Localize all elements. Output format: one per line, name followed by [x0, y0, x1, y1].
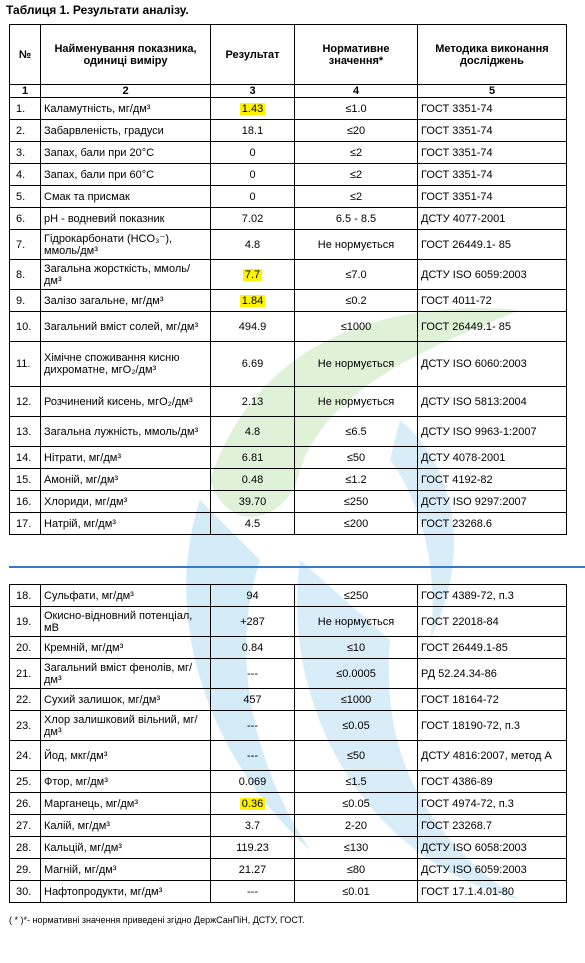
table-row: [10, 659, 567, 689]
row-norm: ≤7.0: [295, 260, 418, 290]
row-norm: ≤1.0: [295, 98, 418, 120]
row-indicator-name: Кальцій, мг/дм³: [41, 837, 211, 859]
row-norm: ≤50: [295, 741, 418, 771]
row-number: 22.: [10, 689, 41, 711]
row-indicator-name: Фтор, мг/дм³: [41, 771, 211, 793]
row-norm: ≤0.0005: [295, 659, 418, 689]
row-norm: ≤1.5: [295, 771, 418, 793]
row-result: 4.5: [211, 513, 295, 535]
row-method: ГОСТ 3351-74: [418, 164, 567, 186]
row-norm: ≤0.01: [295, 881, 418, 903]
col-number-5: 5: [418, 85, 567, 98]
row-method: ГОСТ 26449.1- 85: [418, 312, 567, 342]
row-result: 21.27: [211, 859, 295, 881]
row-number: 7.: [10, 230, 41, 260]
row-result: 4.8: [211, 417, 295, 447]
row-norm: ≤0.05: [295, 793, 418, 815]
header-result: Результат: [211, 25, 295, 85]
row-method: ГОСТ 18164-72: [418, 689, 567, 711]
footnote: ( * )*- нормативні значення приведені згідно ДержСанПіН, ДСТУ, ГОСТ.: [9, 915, 305, 925]
table-row: [10, 837, 567, 859]
row-indicator-name: Калій, мг/дм³: [41, 815, 211, 837]
row-method: ГОСТ 4192-82: [418, 469, 567, 491]
row-indicator-name: Запах, бали при 20°С: [41, 142, 211, 164]
row-norm: ≤1000: [295, 312, 418, 342]
row-number: 26.: [10, 793, 41, 815]
header-number: №: [10, 25, 41, 85]
row-norm: 6.5 - 8.5: [295, 208, 418, 230]
row-number: 2.: [10, 120, 41, 142]
row-number: 25.: [10, 771, 41, 793]
table-row: [10, 491, 567, 513]
row-method: ГОСТ 3351-74: [418, 98, 567, 120]
row-number: 17.: [10, 513, 41, 535]
row-indicator-name: Загальний вміст солей, мг/дм³: [41, 312, 211, 342]
row-result: 94: [211, 585, 295, 607]
col-number-2: 2: [41, 85, 211, 98]
row-result: 6.69: [211, 342, 295, 387]
row-indicator-name: Натрій, мг/дм³: [41, 513, 211, 535]
row-indicator-name: Загальний вміст фенолів, мг/дм³: [41, 659, 211, 689]
table-row: [10, 186, 567, 208]
table-row: [10, 342, 567, 387]
row-indicator-name: Окисно-відновний потенціал, мВ: [41, 607, 211, 637]
table-row: [10, 447, 567, 469]
row-number: 14.: [10, 447, 41, 469]
table-row: [10, 741, 567, 771]
row-indicator-name: рН - водневий показник: [41, 208, 211, 230]
row-indicator-name: Залізо загальне, мг/дм³: [41, 290, 211, 312]
row-norm: ≤6.5: [295, 417, 418, 447]
row-norm: ≤250: [295, 585, 418, 607]
table-row: [10, 881, 567, 903]
row-result: 39.70: [211, 491, 295, 513]
row-indicator-name: Кремній, мг/дм³: [41, 637, 211, 659]
row-result: [211, 290, 295, 312]
highlighted-result: 7.7: [244, 268, 261, 281]
row-method: ГОСТ 23268.6: [418, 513, 567, 535]
row-norm: ≤1.2: [295, 469, 418, 491]
row-number: 5.: [10, 186, 41, 208]
table-title: Таблиця 1. Результати аналізу.: [6, 3, 189, 17]
table-row: [10, 771, 567, 793]
row-method: ГОСТ 4386-89: [418, 771, 567, 793]
row-norm: Не нормується: [295, 387, 418, 417]
table-row: [10, 142, 567, 164]
row-result: ---: [211, 711, 295, 741]
row-method: ГОСТ 23268.7: [418, 815, 567, 837]
row-norm: ≤0.2: [295, 290, 418, 312]
row-method: ГОСТ 26449.1- 85: [418, 230, 567, 260]
row-result: 457: [211, 689, 295, 711]
row-number: 18.: [10, 585, 41, 607]
highlighted-result: 0.36: [241, 797, 264, 810]
row-method: ДСТУ 4077-2001: [418, 208, 567, 230]
row-norm: ≤130: [295, 837, 418, 859]
row-number: 19.: [10, 607, 41, 637]
row-number: 29.: [10, 859, 41, 881]
row-indicator-name: Йод, мкг/дм³: [41, 741, 211, 771]
table-row: [10, 312, 567, 342]
row-result: ---: [211, 881, 295, 903]
table-row: [10, 607, 567, 637]
header-norm: Нормативне значення*: [295, 25, 418, 85]
row-indicator-name: Хлориди, мг/дм³: [41, 491, 211, 513]
row-method: ГОСТ 17.1.4.01-80: [418, 881, 567, 903]
row-indicator-name: Амоній, мг/дм³: [41, 469, 211, 491]
row-result: +287: [211, 607, 295, 637]
row-indicator-name: Загальна лужність, ммоль/дм³: [41, 417, 211, 447]
row-norm: ≤2: [295, 142, 418, 164]
row-number: 16.: [10, 491, 41, 513]
row-indicator-name: Магній, мг/дм³: [41, 859, 211, 881]
row-method: ГОСТ 3351-74: [418, 186, 567, 208]
row-number: 24.: [10, 741, 41, 771]
row-norm: ≤80: [295, 859, 418, 881]
row-number: 1.: [10, 98, 41, 120]
row-method: ГОСТ 18190-72, п.3: [418, 711, 567, 741]
row-result: 494.9: [211, 312, 295, 342]
row-number: 12.: [10, 387, 41, 417]
row-result: 0.84: [211, 637, 295, 659]
row-result: 0.48: [211, 469, 295, 491]
row-indicator-name: Забарвленість, градуси: [41, 120, 211, 142]
row-result: 119.23: [211, 837, 295, 859]
row-indicator-name: Нітрати, мг/дм³: [41, 447, 211, 469]
row-method: ГОСТ 22018-84: [418, 607, 567, 637]
row-number: 4.: [10, 164, 41, 186]
results-table-part2: [9, 584, 567, 903]
row-indicator-name: Хімічне споживання кисню дихроматне, мгО₂/дм³: [41, 342, 211, 387]
row-result: ---: [211, 741, 295, 771]
row-norm: ≤250: [295, 491, 418, 513]
row-number: 20.: [10, 637, 41, 659]
row-norm: ≤2: [295, 186, 418, 208]
row-method: ГОСТ 3351-74: [418, 120, 567, 142]
row-result: 0: [211, 186, 295, 208]
row-method: ДСТУ ISO 6058:2003: [418, 837, 567, 859]
row-number: 11.: [10, 342, 41, 387]
highlighted-result: 1.43: [241, 102, 264, 115]
row-number: 8.: [10, 260, 41, 290]
row-indicator-name: Марганець, мг/дм³: [41, 793, 211, 815]
row-number: 27.: [10, 815, 41, 837]
row-method: ДСТУ 4078-2001: [418, 447, 567, 469]
row-method: ДСТУ ISO 9963-1:2007: [418, 417, 567, 447]
row-number: 13.: [10, 417, 41, 447]
row-result: 0: [211, 164, 295, 186]
row-result: [211, 793, 295, 815]
table-row: [10, 164, 567, 186]
table-row: [10, 637, 567, 659]
row-number: 3.: [10, 142, 41, 164]
row-norm: 2-20: [295, 815, 418, 837]
row-number: 15.: [10, 469, 41, 491]
table-row: [10, 387, 567, 417]
row-number: 9.: [10, 290, 41, 312]
row-method: ДСТУ ISO 6059:2003: [418, 260, 567, 290]
table-row: [10, 260, 567, 290]
row-result: 3.7: [211, 815, 295, 837]
header-method: Методика виконання досліджень: [418, 25, 567, 85]
row-indicator-name: Нафтопродукти, мг/дм³: [41, 881, 211, 903]
row-result: 7.02: [211, 208, 295, 230]
row-indicator-name: Гідрокарбонати (HCO₃⁻), ммоль/дм³: [41, 230, 211, 260]
table-row: [10, 208, 567, 230]
row-indicator-name: Смак та присмак: [41, 186, 211, 208]
col-number-1: 1: [10, 85, 41, 98]
row-method: ГОСТ 3351-74: [418, 142, 567, 164]
row-method: ГОСТ 4389-72, п.3: [418, 585, 567, 607]
table-row: [10, 290, 567, 312]
row-result: 4.8: [211, 230, 295, 260]
row-result: 0: [211, 142, 295, 164]
header-indicator: Найменування показника, одиниці виміру: [41, 25, 211, 85]
table-row: [10, 711, 567, 741]
table-row: [10, 469, 567, 491]
row-result: 18.1: [211, 120, 295, 142]
table-row: [10, 513, 567, 535]
table-row: [10, 120, 567, 142]
row-norm: Не нормується: [295, 230, 418, 260]
row-number: 10.: [10, 312, 41, 342]
row-result: ---: [211, 659, 295, 689]
row-method: ДСТУ ISO 6060:2003: [418, 342, 567, 387]
table-row: [10, 585, 567, 607]
row-indicator-name: Розчинений кисень, мгО₂/дм³: [41, 387, 211, 417]
row-norm: Не нормується: [295, 342, 418, 387]
table-row: [10, 859, 567, 881]
row-method: ГОСТ 26449.1-85: [418, 637, 567, 659]
table-row: [10, 98, 567, 120]
row-norm: ≤2: [295, 164, 418, 186]
page-separator: [9, 566, 585, 568]
row-method: ДСТУ 4816:2007, метод А: [418, 741, 567, 771]
row-norm: ≤50: [295, 447, 418, 469]
row-norm: ≤20: [295, 120, 418, 142]
row-method: ГОСТ 4974-72, п.3: [418, 793, 567, 815]
row-indicator-name: Сульфати, мг/дм³: [41, 585, 211, 607]
row-result: [211, 260, 295, 290]
row-norm: ≤200: [295, 513, 418, 535]
row-norm: ≤0.05: [295, 711, 418, 741]
row-number: 28.: [10, 837, 41, 859]
row-indicator-name: Загальна жорсткість, ммоль/дм³: [41, 260, 211, 290]
row-number: 6.: [10, 208, 41, 230]
results-table-part1: [9, 24, 567, 535]
table-row: [10, 815, 567, 837]
row-indicator-name: Запах, бали при 60°С: [41, 164, 211, 186]
highlighted-result: 1.84: [241, 294, 264, 307]
row-method: ГОСТ 4011-72: [418, 290, 567, 312]
row-norm: ≤10: [295, 637, 418, 659]
row-result: 0.069: [211, 771, 295, 793]
row-norm: Не нормується: [295, 607, 418, 637]
row-number: 21.: [10, 659, 41, 689]
row-result: 2.13: [211, 387, 295, 417]
row-method: ДСТУ ISO 5813:2004: [418, 387, 567, 417]
row-indicator-name: Хлор залишковий вільний, мг/дм³: [41, 711, 211, 741]
table-row: [10, 417, 567, 447]
row-indicator-name: Каламутність, мг/дм³: [41, 98, 211, 120]
row-number: 30.: [10, 881, 41, 903]
row-result: [211, 98, 295, 120]
row-indicator-name: Сухий залишок, мг/дм³: [41, 689, 211, 711]
table-row: [10, 689, 567, 711]
row-method: ДСТУ ISO 6059:2003: [418, 859, 567, 881]
table-row: [10, 793, 567, 815]
row-result: 6.81: [211, 447, 295, 469]
col-number-3: 3: [211, 85, 295, 98]
row-norm: ≤1000: [295, 689, 418, 711]
table-row: [10, 230, 567, 260]
col-number-4: 4: [295, 85, 418, 98]
row-method: ДСТУ ISO 9297:2007: [418, 491, 567, 513]
row-number: 23.: [10, 711, 41, 741]
row-method: РД 52.24.34-86: [418, 659, 567, 689]
